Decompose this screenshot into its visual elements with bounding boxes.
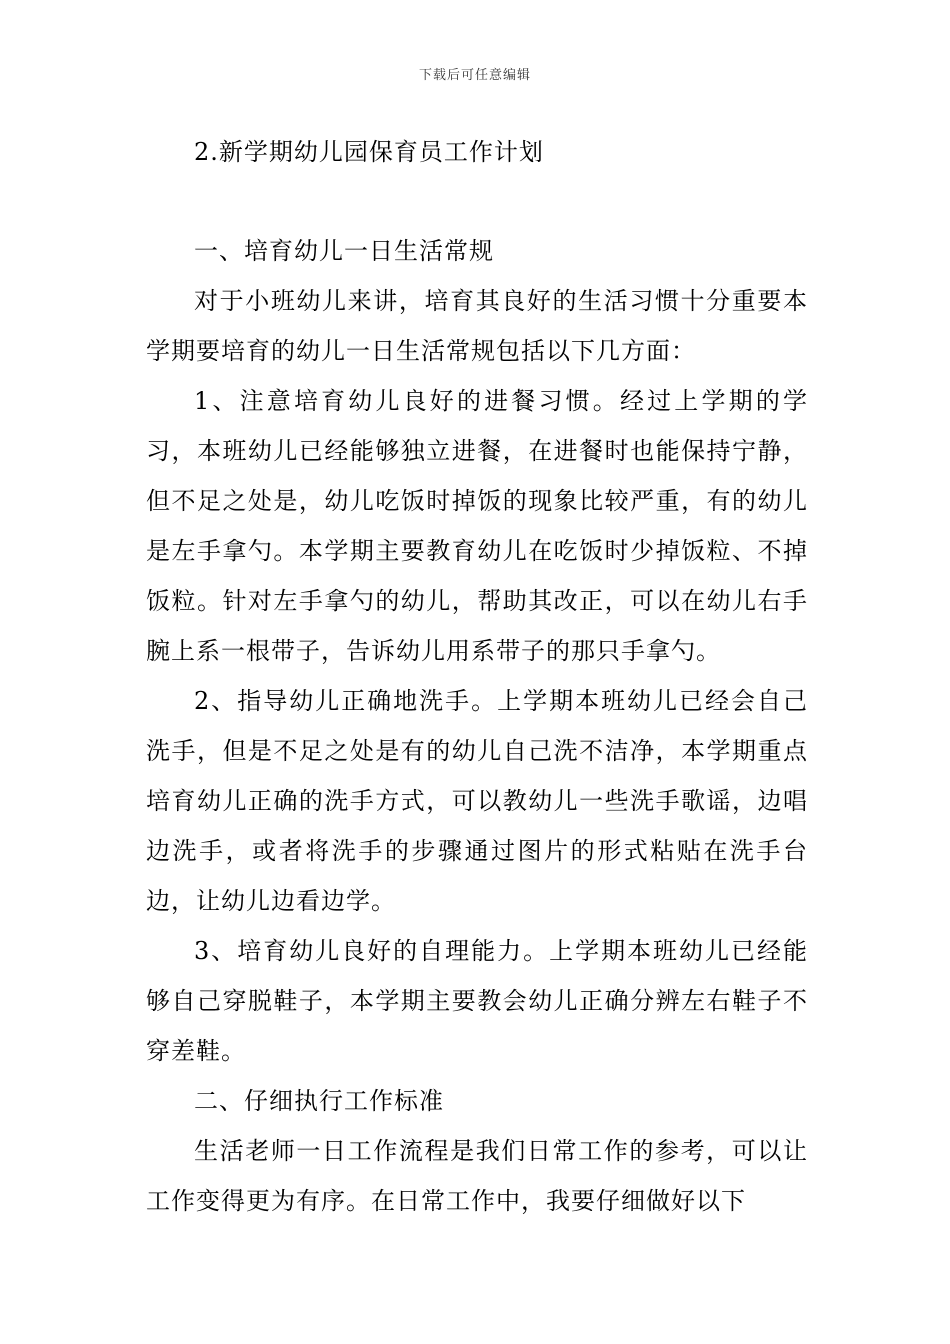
section-1-item-2: 2、指导幼儿正确地洗手。上学期本班幼儿已经会自己洗手，但是不足之处是有的幼儿自己洗不洁净，本学期重点培育幼儿正确的洗手方式，可以教幼儿一些洗手歌谣，边唱边洗手，或者将洗手的步骤通过图片的形式粘贴在洗手台边，让幼儿边看边学。 <box>146 687 808 915</box>
section-1-item-1: 1、注意培育幼儿良好的进餐习惯。经过上学期的学习，本班幼儿已经能够独立进餐，在进餐时也能保持宁静，但不足之处是，幼儿吃饭时掉饭的现象比较严重，有的幼儿是左手拿勺。本学期主要教育幼儿在吃饭时少掉饭粒、不掉饭粒。针对左手拿勺的幼儿，帮助其改正，可以在幼儿右手腕上系一根带子，告诉幼儿用系带子的那只手拿勺。 <box>146 387 808 665</box>
document-body <box>146 128 808 1226</box>
section-2-intro: 生活老师一日工作流程是我们日常工作的参考，可以让工作变得更为有序。在日常工作中，我要仔细做好以下 <box>146 1137 808 1215</box>
title-spacer <box>146 176 808 226</box>
section-heading-1: 一、培育幼儿一日生活常规 <box>194 237 494 265</box>
section-heading-2: 二、仔细执行工作标准 <box>194 1087 444 1115</box>
page-header: 下载后可任意编辑 <box>418 68 531 83</box>
document-title: 2.新学期幼儿园保育员工作计划 <box>194 138 544 166</box>
section-1-item-3: 3、培育幼儿良好的自理能力。上学期本班幼儿已经能够自己穿脱鞋子，本学期主要教会幼儿正确分辨左右鞋子不穿差鞋。 <box>146 937 808 1065</box>
section-1-intro: 对于小班幼儿来讲，培育其良好的生活习惯十分重要本学期要培育的幼儿一日生活常规包括以下几方面： <box>146 287 808 365</box>
